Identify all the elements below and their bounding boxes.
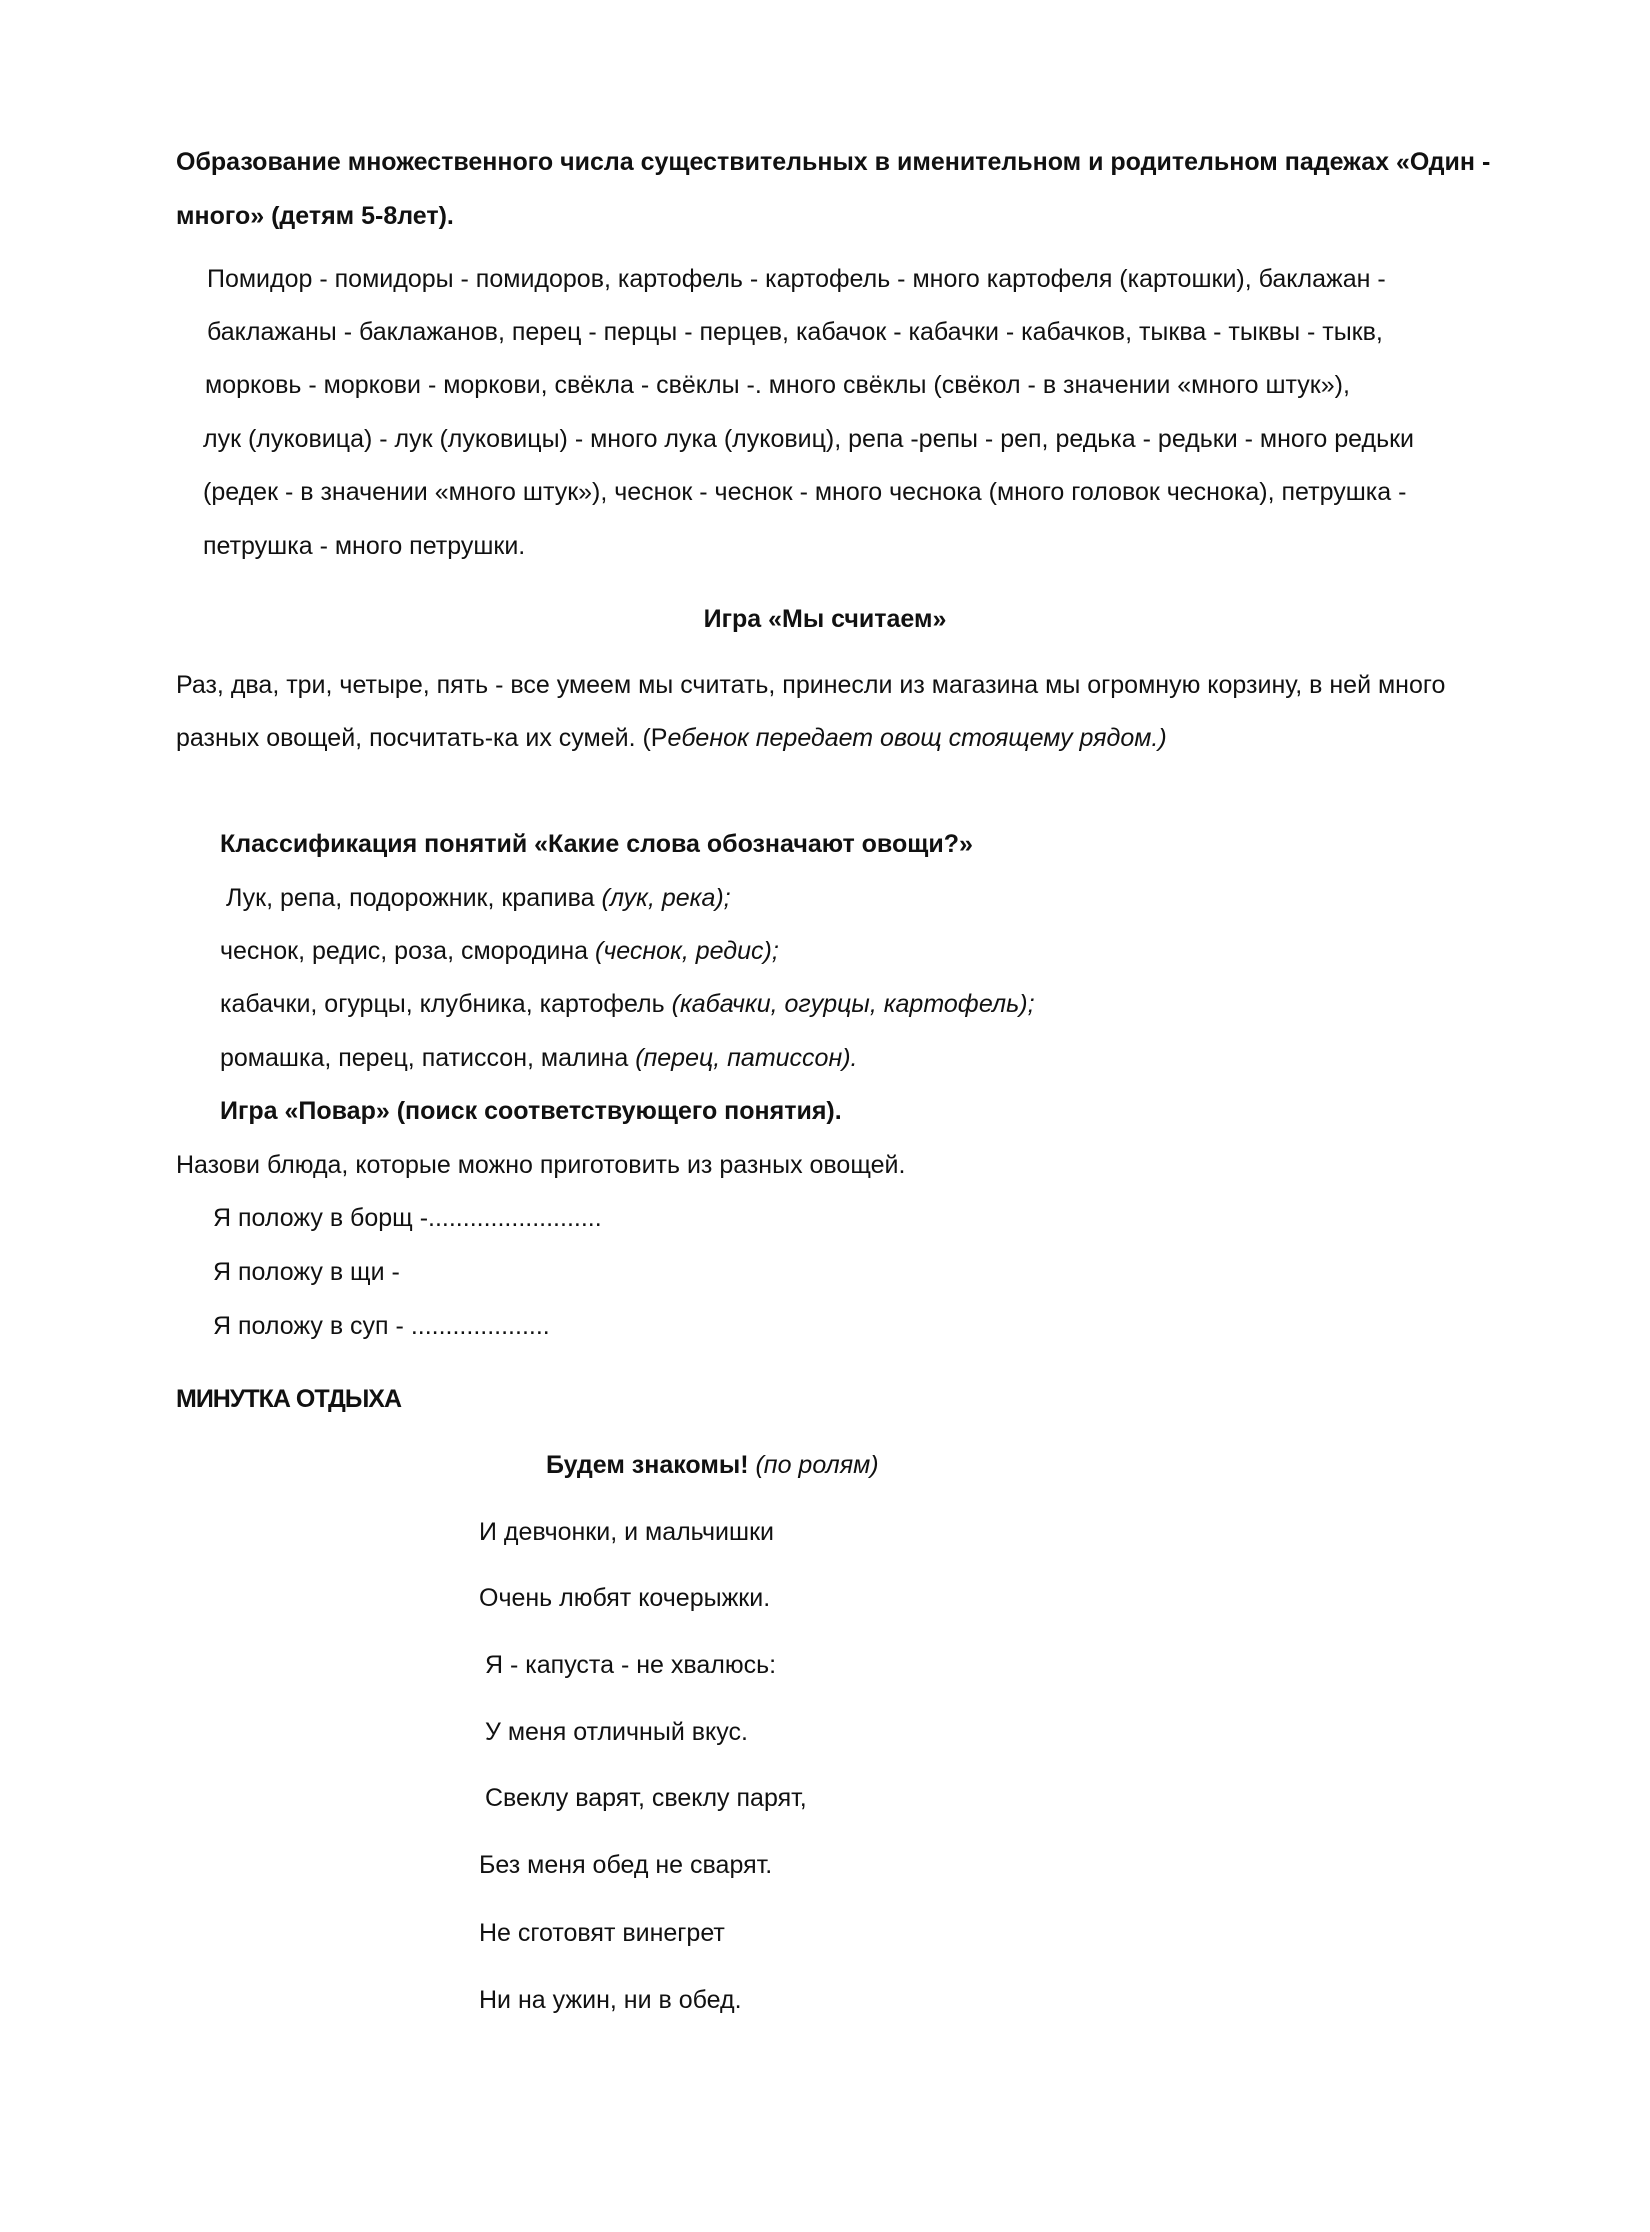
- rest-title: МИНУТКА ОТДЫХА: [176, 1385, 402, 1413]
- game2-title: Игра «Повар» (поиск соответствующего понятия).: [220, 1097, 842, 1125]
- poem-line: Очень любят кочерыжки.: [479, 1584, 771, 1612]
- classification-item: [220, 988, 1035, 1020]
- game2-line: Я положу в щи -: [213, 1258, 400, 1286]
- game2-line: Я положу в суп - ....................: [213, 1312, 550, 1340]
- classification-item: [220, 935, 779, 967]
- paragraph-line: петрушка - много петрушки.: [203, 532, 526, 560]
- item-words: ромашка, перец, патиссон, малина: [220, 1044, 636, 1072]
- item-answer: (лук, река);: [601, 884, 731, 912]
- game2-intro: Назови блюда, которые можно приготовить из разных овощей.: [176, 1151, 906, 1179]
- classification-item: [220, 1042, 858, 1074]
- poem-title: Будем знакомы!: [546, 1451, 756, 1479]
- item-words: кабачки, огурцы, клубника, картофель: [220, 990, 672, 1018]
- game-text-plain: разных овощей, посчитать-ка их сумей. (Р: [176, 724, 668, 752]
- game-title: Игра «Мы считаем»: [703, 605, 947, 633]
- paragraph-line: баклажаны - баклажанов, перец - перцы - перцев, кабачок - кабачки - кабачков, тыква - тыквы - тыкв,: [207, 318, 1383, 346]
- paragraph-line: Помидор - помидоры - помидоров, картофель - картофель - много картофеля (картошки), баклажан -: [207, 265, 1386, 293]
- item-words: Лук, репа, подорожник, крапива: [226, 884, 602, 912]
- poem-line: Не сготовят винегрет: [479, 1919, 725, 1947]
- paragraph-line: морковь - моркови - моркови, свёкла - свёклы -. много свёклы (свёкол - в значении «много штук»),: [205, 371, 1350, 399]
- classification-item: [226, 882, 731, 914]
- poem-line: У меня отличный вкус.: [485, 1718, 748, 1746]
- poem-note: (по ролям): [755, 1451, 879, 1479]
- poem-line: Без меня обед не сварят.: [479, 1851, 773, 1879]
- game-text-instruction: ебенок передает овощ стоящему рядом.): [667, 724, 1167, 752]
- item-answer: (чеснок, редис);: [595, 937, 779, 965]
- item-answer: (кабачки, огурцы, картофель);: [671, 990, 1035, 1018]
- game-text-line: Раз, два, три, четыре, пять - все умеем мы считать, принесли из магазина мы огромную корзину, в ней много: [176, 671, 1446, 699]
- poem-line: Ни на ужин, ни в обед.: [479, 1986, 742, 2014]
- paragraph-line: лук (луковица) - лук (луковицы) - много лука (луковиц), репа -репы - реп, редька - редьки - много редьки: [203, 425, 1414, 453]
- heading-line-2: много» (детям 5-8лет).: [176, 202, 454, 230]
- game2-line: Я положу в борщ -.........................: [213, 1204, 602, 1232]
- classification-title: Классификация понятий «Какие слова обозначают овощи?»: [220, 830, 973, 858]
- poem-line: Свеклу варят, свеклу парят,: [485, 1784, 807, 1812]
- poem-title-line: [546, 1449, 879, 1481]
- heading-line-1: Образование множественного числа существительных в именительном и родительном падежах «Один -: [176, 148, 1491, 176]
- poem-line: И девчонки, и мальчишки: [479, 1518, 774, 1546]
- poem-line: Я - капуста - не хвалюсь:: [485, 1651, 777, 1679]
- item-answer: (перец, патиссон).: [635, 1044, 858, 1072]
- paragraph-line: (редек - в значении «много штук»), чеснок - чеснок - много чеснока (много головок чеснока), петрушка -: [203, 478, 1407, 506]
- item-words: чеснок, редис, роза, смородина: [220, 937, 596, 965]
- game-text-line: [176, 722, 1167, 754]
